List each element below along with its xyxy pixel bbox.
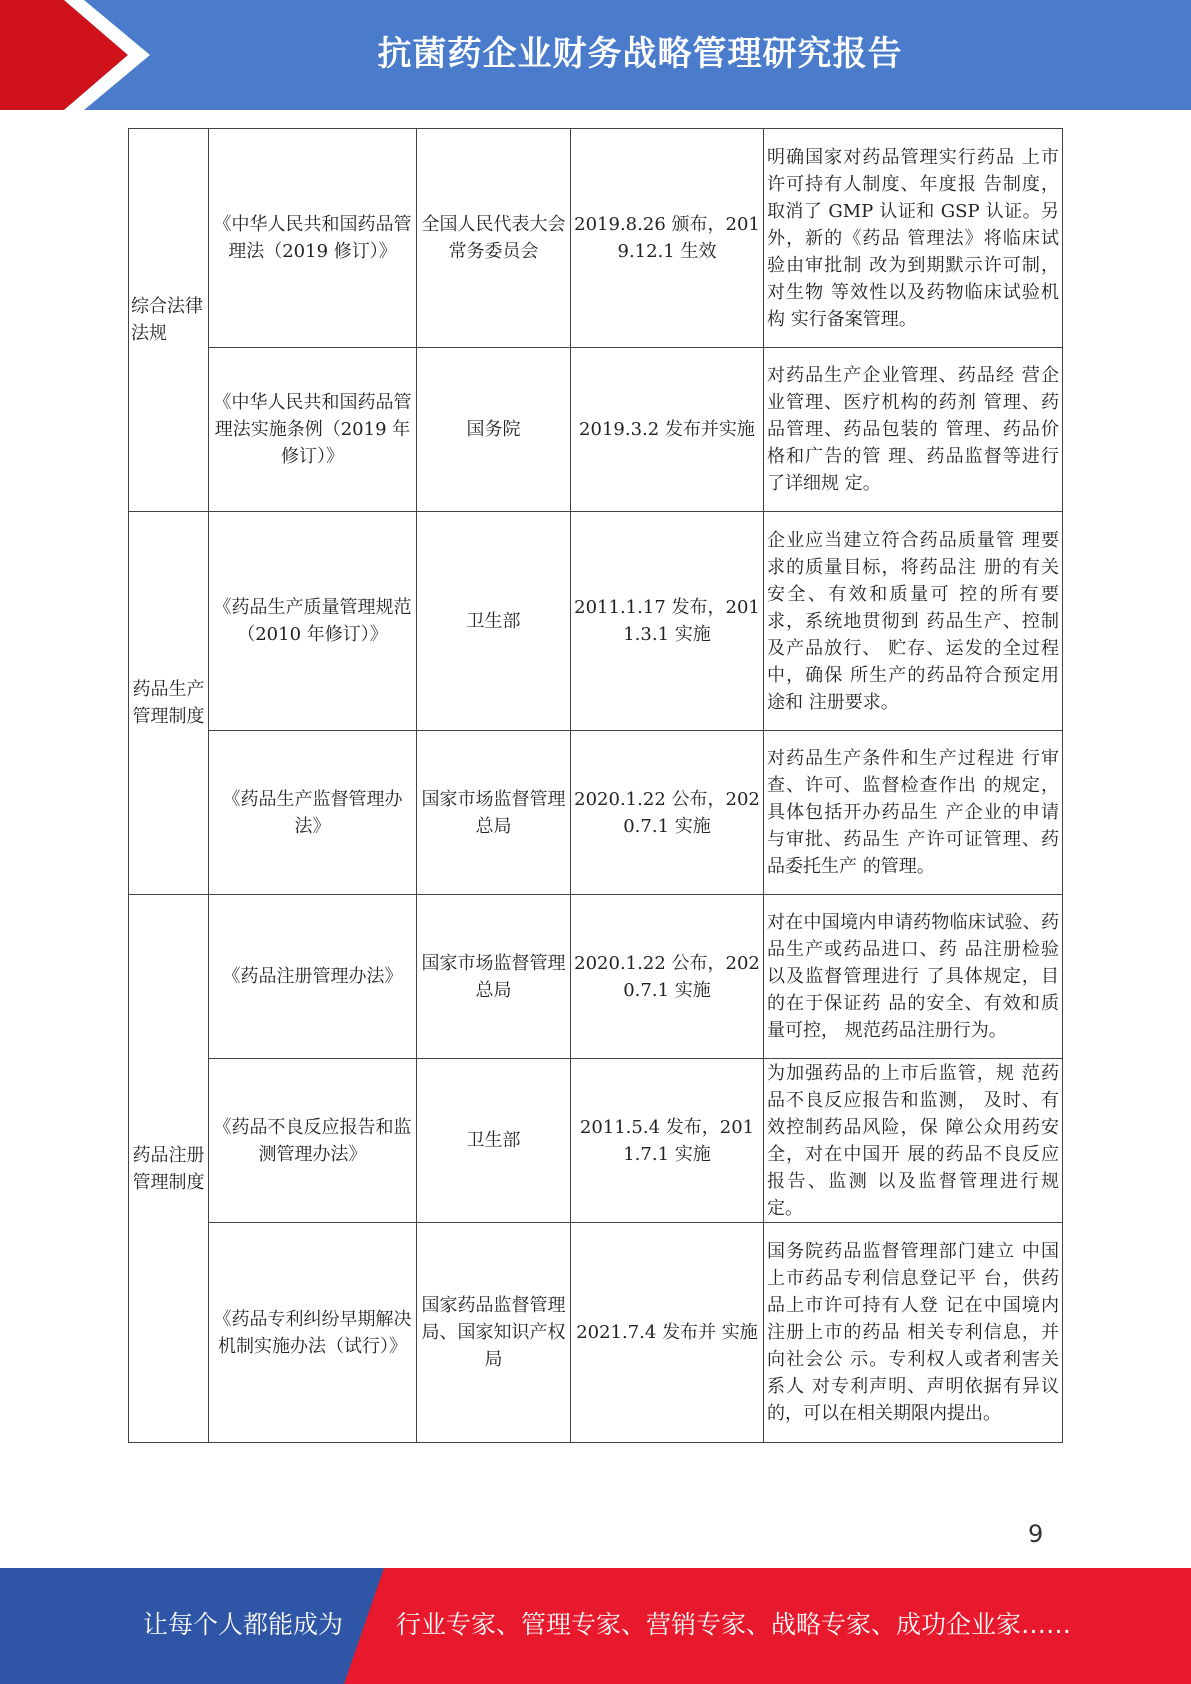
regulation-name-cell: 《中华人民共和国药品管理法实施条例（2019 年修订）》 xyxy=(209,348,417,512)
page-header xyxy=(0,0,1191,110)
date-cell: 2020.1.22 公布，2020.7.1 实施 xyxy=(571,895,764,1059)
date-cell: 2019.3.2 发布并实施 xyxy=(571,348,764,512)
description-cell: 对在中国境内申请药物临床试验、药品生产或药品进口、药 品注册检验以及监督管理进行 了具体规定，目的在于保证药 品的安全、有效和质量可控， 规范药品注册行为。 xyxy=(764,895,1063,1059)
issuer-cell: 国家市场监督管理总局 xyxy=(417,731,571,895)
table-row xyxy=(129,348,1063,512)
description-cell: 为加强药品的上市后监管，规 范药品不良反应报告和监测， 及时、有效控制药品风险，保 障公众用药安全，对在中国开 展的药品不良反应报告、监测 以及监督管理进行规定。 xyxy=(764,1059,1063,1223)
issuer-cell: 国务院 xyxy=(417,348,571,512)
issuer-cell: 全国人民代表大会常务委员会 xyxy=(417,129,571,348)
issuer-cell: 卫生部 xyxy=(417,1059,571,1223)
page-footer xyxy=(0,1568,1191,1684)
report-title: 抗菌药企业财务战略管理研究报告 xyxy=(377,34,903,74)
regulation-name-cell: 《药品生产质量管理规范（2010 年修订）》 xyxy=(209,512,417,731)
description-cell: 企业应当建立符合药品质量管 理要求的质量目标，将药品注 册的有关安全、有效和质量可 控的所有要求，系统地贯彻到 药品生产、控制及产品放行、 贮存、运发的全过程中，确保 所生产的药品符合预定用途和 注册要求。 xyxy=(764,512,1063,731)
footer-slogan-left: 让每个人都能成为 xyxy=(143,1610,344,1639)
date-cell: 2021.7.4 发布并 实施 xyxy=(571,1223,764,1443)
page-number: 9 xyxy=(1028,1520,1044,1548)
description-cell: 对药品生产企业管理、药品经 营企业管理、医疗机构的药剂 管理、药品管理、药品包装的 管理、药品价格和广告的管 理、药品监督等进行了详细规 定。 xyxy=(764,348,1063,512)
description-cell: 对药品生产条件和生产过程进 行审查、许可、监督检查作出 的规定，具体包括开办药品生 产企业的申请与审批、药品生 产许可证管理、药品委托生产 的管理。 xyxy=(764,731,1063,895)
date-cell: 2019.8.26 颁布，2019.12.1 生效 xyxy=(571,129,764,348)
category-cell: 药品生产管理制度 xyxy=(129,512,209,895)
table-row xyxy=(129,895,1063,1059)
regulation-table-container xyxy=(128,128,1062,1443)
description-cell: 国务院药品监督管理部门建立 中国上市药品专利信息登记平 台，供药品上市许可持有人登 记在中国境内注册上市的药品 相关专利信息，并向社会公 示。专利权人或者利害关系人 对专利声明、声明依据有异议 的，可以在相关期限内提出。 xyxy=(764,1223,1063,1443)
regulation-table xyxy=(128,128,1063,1443)
table-row xyxy=(129,1223,1063,1443)
description-cell: 明确国家对药品管理实行药品 上市许可持有人制度、年度报 告制度，取消了 GMP 认证和 GSP 认证。另外，新的《药品 管理法》将临床试验由审批制 改为到期默示许可制，对生物 等效性以及药物临床试验机构 实行备案管理。 xyxy=(764,129,1063,348)
category-cell: 综合法律法规 xyxy=(129,129,209,512)
regulation-name-cell: 《药品注册管理办法》 xyxy=(209,895,417,1059)
table-row xyxy=(129,1059,1063,1223)
date-cell: 2020.1.22 公布，2020.7.1 实施 xyxy=(571,731,764,895)
date-cell: 2011.5.4 发布，2011.7.1 实施 xyxy=(571,1059,764,1223)
footer-slogan-right: 行业专家、管理专家、营销专家、战略专家、成功企业家…… xyxy=(396,1610,1072,1639)
issuer-cell: 卫生部 xyxy=(417,512,571,731)
table-row xyxy=(129,731,1063,895)
issuer-cell: 国家药品监督管理局、国家知识产权局 xyxy=(417,1223,571,1443)
date-cell: 2011.1.17 发布，2011.3.1 实施 xyxy=(571,512,764,731)
category-cell: 药品注册管理制度 xyxy=(129,895,209,1443)
issuer-cell: 国家市场监督管理总局 xyxy=(417,895,571,1059)
regulation-name-cell: 《药品生产监督管理办法》 xyxy=(209,731,417,895)
regulation-name-cell: 《药品不良反应报告和监测管理办法》 xyxy=(209,1059,417,1223)
table-row xyxy=(129,512,1063,731)
table-row xyxy=(129,129,1063,348)
regulation-name-cell: 《药品专利纠纷早期解决机制实施办法（试行）》 xyxy=(209,1223,417,1443)
regulation-name-cell: 《中华人民共和国药品管理法（2019 修订）》 xyxy=(209,129,417,348)
